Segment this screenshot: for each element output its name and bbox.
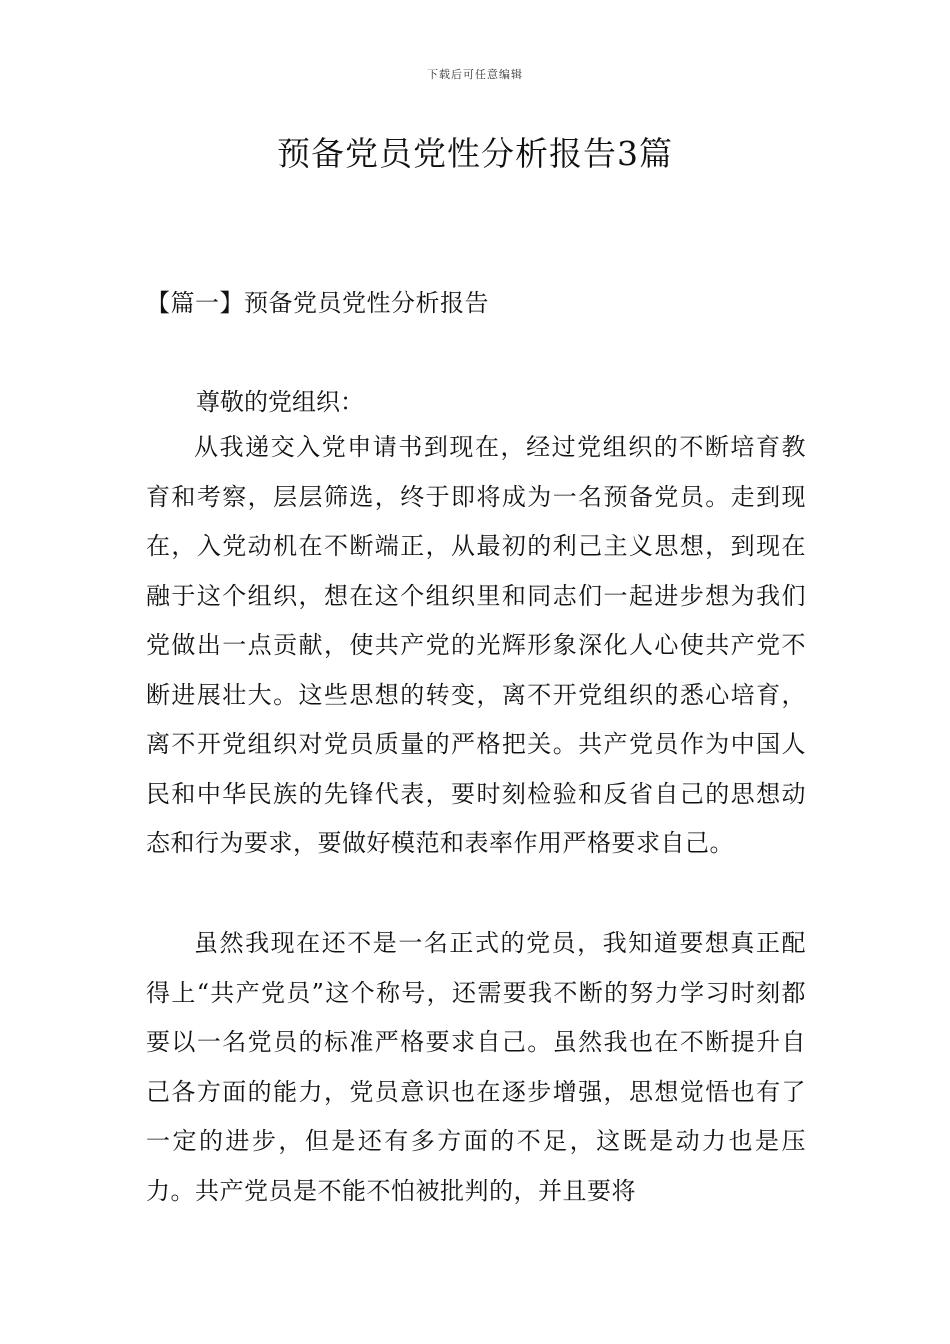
body-paragraph-2: 虽然我现在还不是一名正式的党员，我知道要想真正配得上“共产党员”这个称号，还需要我不断的努力学习时刻都要以一名党员的标准严格要求自己。虽然我也在不断提升自己各方面的能力，党员意识也在逐步增强，思想觉悟也有了一定的进步，但是还有多方面的不足，这既是动力也是压力。共产党员是不能不怕被批判的，并且要将 [146,929,806,1205]
salutation: 尊敬的党组织： [196,388,364,416]
section-heading: 【篇一】预备党员党性分析报告 [146,289,489,317]
header-note: 下载后可任意编辑 [427,68,523,81]
document-title: 预备党员党性分析报告3篇 [277,134,673,173]
body-paragraph-1: 从我递交入党申请书到现在，经过党组织的不断培育教育和考察，层层筛选，终于即将成为一名预备党员。走到现在，入党动机在不断端正，从最初的利己主义思想，到现在融于这个组织，想在这个组织里和同志们一起进步想为我们党做出一点贡献，使共产党的光辉形象深化人心使共产党不断进展壮大。这些思想的转变，离不开党组织的悉心培育，离不开党组织对党员质量的严格把关。共产党员作为中国人民和中华民族的先锋代表，要时刻检验和反省自己的思想动态和行为要求，要做好模范和表率作用严格要求自己。 [146,433,806,857]
